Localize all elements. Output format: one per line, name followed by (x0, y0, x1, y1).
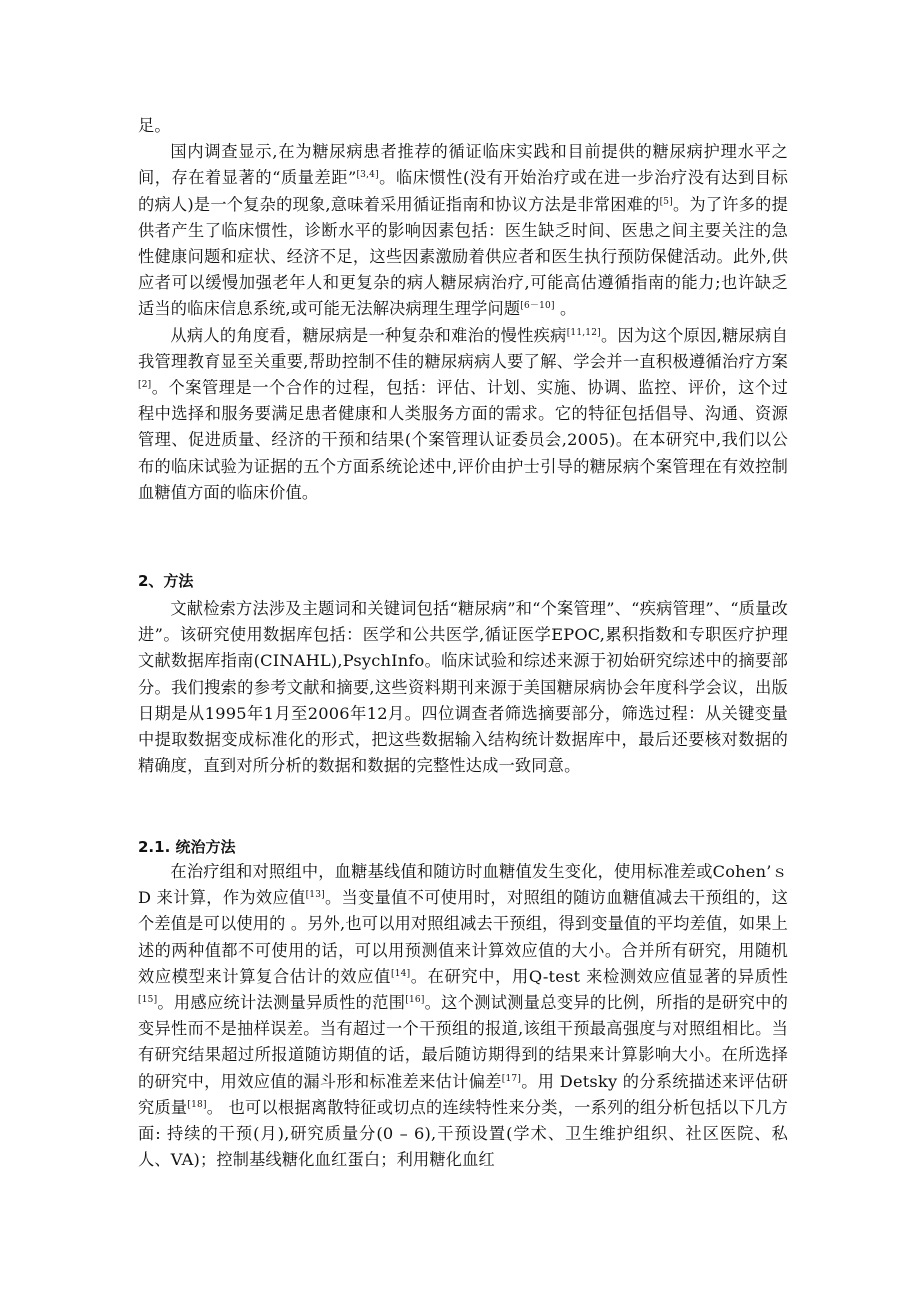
paragraph-quality-gap: 国内调查显示,在为糖尿病患者推荐的循证临床实践和目前提供的糖尿病护理水平之间，存在着显著的“质量差距”[3,4]。临床惯性(没有开始治疗或在进一步治疗没有达到目标的病人)是一个复杂的现象,意味着采用循证指南和协议方法是非常困难的[5]。为了许多的提供者产生了临床惯性，诊断水平的影响因素包括：医生缺乏时间、医患之间主要关注的急性健康问题和症状、经济不足，这些因素激励着供应者和医生执行预防保健活动。此外,供应者可以缓慢加强老年人和更复杂的病人糖尿病治疗,可能高估遵循指南的能力;也许缺乏适当的临床信息系统,或可能无法解决病理生理学问题[6－10] 。 (138, 142, 788, 319)
section-heading-methods: 2、方法 (138, 572, 194, 590)
citation[interactable]: [11,12] (566, 327, 601, 338)
citation[interactable]: [2] (138, 380, 152, 391)
intro-section (138, 113, 788, 506)
citation[interactable]: [5] (659, 196, 673, 207)
citation[interactable]: [3,4] (356, 170, 379, 181)
citation[interactable]: [17] (501, 1073, 522, 1084)
citation[interactable]: [6－10] (520, 301, 555, 312)
paragraph-tail: 足。 (138, 116, 171, 135)
citation[interactable]: [16] (405, 995, 425, 1006)
citation[interactable]: [18] (187, 1099, 207, 1110)
stats-section (138, 836, 788, 1173)
citation[interactable]: [14] (391, 968, 411, 979)
paragraph-methods: 文献检索方法涉及主题词和关键词包括“糖尿病”和“个案管理”、“疾病管理”、“质量改进”。该研究使用数据库包括：医学和公共医学,循证医学EPOC,累积指数和专职医疗护理文献数据库指南(CINAHL),PsychInfo。临床试验和综述来源于初始研究综述中的摘要部分。我们搜索的参考文献和摘要,这些资料期刊来源于美国糖尿病协会年度科学会议，出版日期是从1995年1月至2006年12月。四位调查者筛选摘要部分，筛选过程：从关键变量中提取数据变成标准化的形式，把这些数据输入结构统计数据库中，最后还要核对数据的精确度，直到对所分析的数据和数据的完整性达成一致同意。 (138, 599, 788, 776)
section-heading-stats: 2.1. 统治方法 (138, 838, 236, 856)
paragraph-patient-perspective: 从病人的角度看，糖尿病是一种复杂和难治的慢性疾病[11,12]。因为这个原因,糖尿病自我管理教育显至关重要,帮助控制不佳的糖尿病病人要了解、学会并一直积极遵循治疗方案[2]。个案管理是一个合作的过程，包括：评估、计划、实施、协调、监控、评价，这个过程中选择和服务要满足患者健康和人类服务方面的需求。它的特征包括倡导、沟通、资源管理、促进质量、经济的干预和结果(个案管理认证委员会,2005)。在本研究中,我们以公布的临床试验为证据的五个方面系统论述中,评价由护士引导的糖尿病个案管理在有效控制血糖值方面的临床价值。 (138, 325, 788, 502)
citation[interactable]: [13] (305, 890, 325, 901)
methods-section (138, 570, 788, 779)
paragraph-stats: 在治疗组和对照组中，血糖基线值和随访时血糖值发生变化，使用标准差或Cohen’ｓ D 来计算，作为效应值[13]。当变量值不可使用时，对照组的随访血糖值减去干预组的，这个差值是可以使用的 。另外,也可以用对照组减去干预组，得到变量值的平均差值，如果上述的两种值都不可使用的话，可以用预测值来计算效应值的大小。合并所有研究，用随机效应模型来计算复合估计的效应值[14]。在研究中，用Q-test 来检测效应值显著的异质性[15]。用感应统计法测量异质性的范围[16]。这个测试测量总变异的比例，所指的是研究中的变异性而不是抽样误差。当有超过一个干预组的报道,该组干预最高强度与对照组相比。当有研究结果超过所报道随访期值的话，最后随访期得到的结果来计算影响大小。在所选择的研究中，用效应值的漏斗形和标准差来估计偏差[17]。用 Detsky 的分系统描述来评估研究质量[18]。 也可以根据离散特征或切点的连续特性来分类，一系列的组分析包括以下几方面: 持续的干预(月),研究质量分(0 – 6),干预设置(学术、卫生维护组织、社区医院、私人、VA)；控制基线糖化血红蛋白；利用糖化血红 (138, 862, 789, 1170)
citation[interactable]: [15] (138, 995, 158, 1006)
